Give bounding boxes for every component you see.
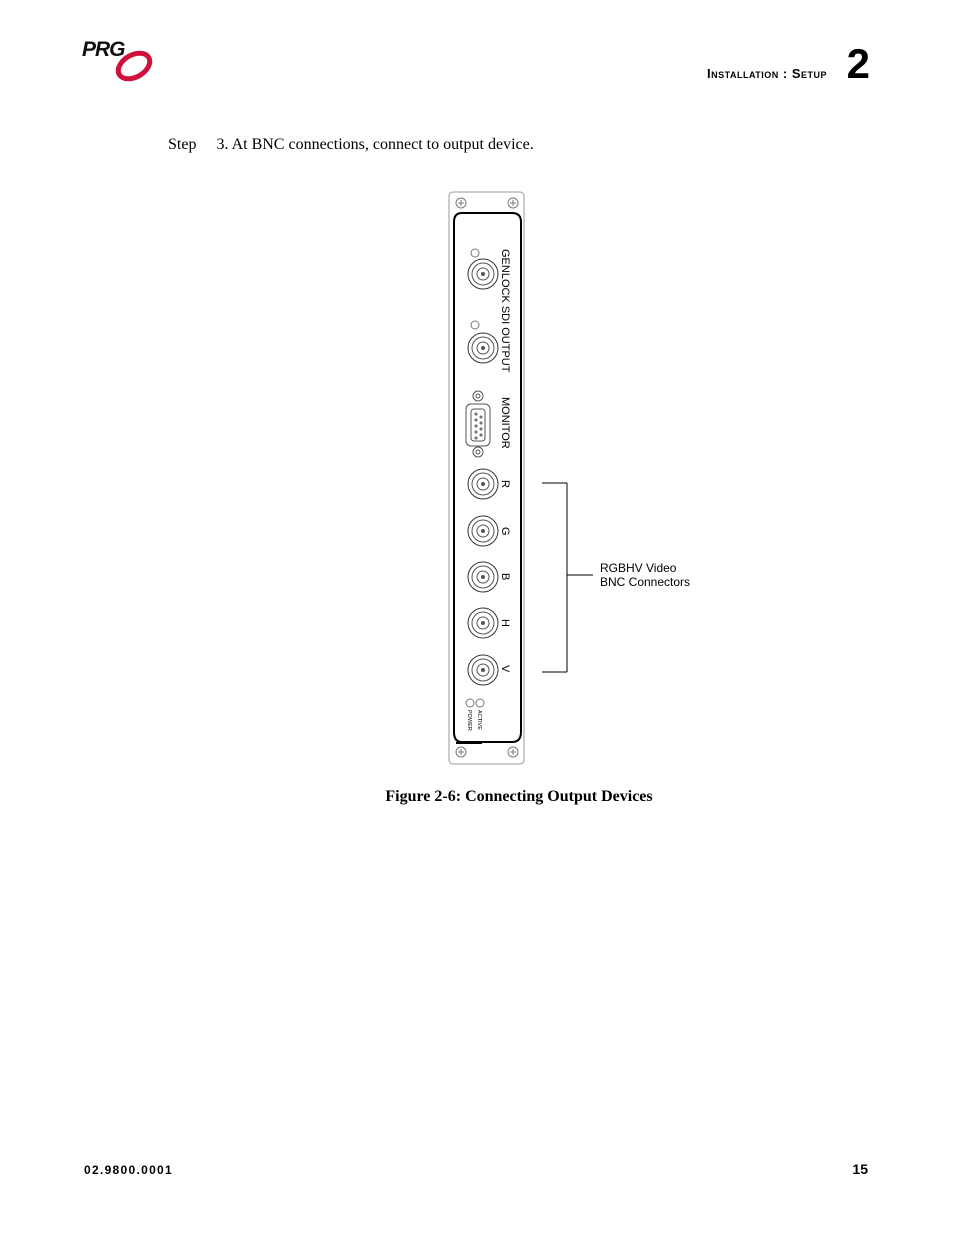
- label-b: B: [499, 573, 511, 581]
- page-number: 15: [852, 1161, 868, 1177]
- output-panel-figure: [440, 186, 740, 771]
- logo-text: PRG: [82, 38, 125, 61]
- label-g: G: [499, 527, 511, 536]
- label-genlock-sdi-output: GENLOCK SDI OUTPUT: [499, 249, 511, 373]
- logo-swoosh-icon: [112, 44, 158, 84]
- callout-bracket: [542, 483, 593, 672]
- label-r: R: [499, 480, 511, 488]
- callout-line1: RGBHV Video: [600, 561, 677, 575]
- section-title: Installation : Setup: [707, 66, 827, 81]
- label-active: ACTIVE: [476, 710, 482, 730]
- chapter-number: 2: [846, 40, 870, 87]
- panel-drawing: [440, 186, 740, 771]
- step-number: 3.: [216, 136, 229, 153]
- callout-line2: BNC Connectors: [600, 575, 691, 589]
- label-h: H: [499, 619, 511, 627]
- label-power: POWER: [466, 710, 472, 731]
- doc-number: 02.9800.0001: [84, 1163, 174, 1177]
- figure-caption: Figure 2-6: Connecting Output Devices: [385, 788, 653, 805]
- step-instruction: [168, 136, 534, 154]
- step-text: At BNC connections, connect to output device.: [231, 136, 534, 153]
- step-label: Step: [168, 136, 197, 153]
- label-monitor: MONITOR: [499, 397, 511, 449]
- label-v: V: [499, 665, 511, 673]
- prg-logo: [82, 38, 160, 84]
